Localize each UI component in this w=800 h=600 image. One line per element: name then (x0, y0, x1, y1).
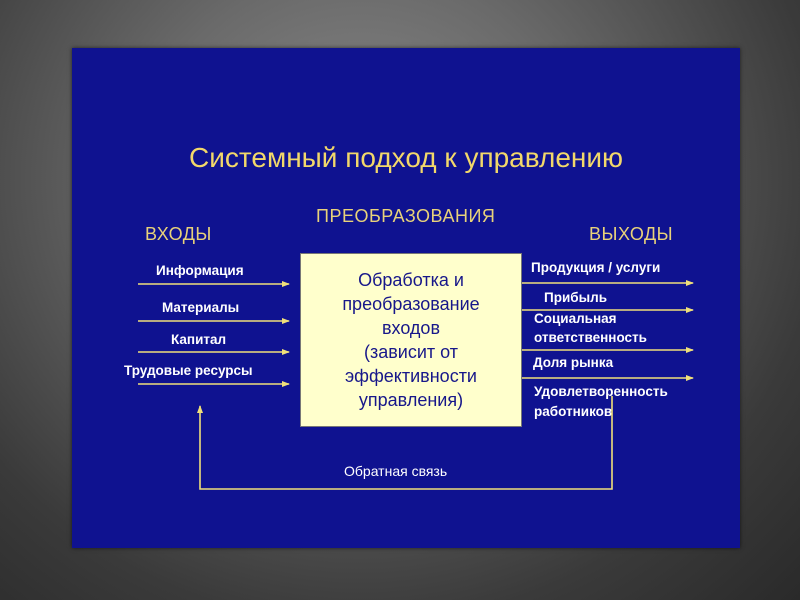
feedback-loop-line (200, 396, 612, 489)
output-label-satisfaction-1: Удовлетворенность (534, 384, 668, 399)
output-label-social-1: Социальная (534, 311, 617, 326)
arrows-layer (72, 48, 740, 548)
input-label-materials: Материалы (162, 300, 240, 315)
process-box-text: Обработка и преобразование входов (зависит от эффективности управления) (342, 270, 480, 410)
inputs-header: ВХОДЫ (145, 224, 212, 244)
outputs-header: ВЫХОДЫ (589, 224, 674, 244)
input-label-information: Информация (156, 263, 244, 278)
input-label-labor: Трудовые ресурсы (124, 363, 253, 378)
slide-title: Системный подход к управлению (189, 142, 623, 173)
slide (72, 48, 740, 548)
output-label-profit: Прибыль (544, 290, 607, 305)
input-label-capital: Капитал (171, 332, 227, 347)
output-label-social-2: ответственность (534, 330, 647, 345)
output-label-satisfaction-2: работников (534, 404, 613, 419)
feedback-label: Обратная связь (344, 463, 448, 479)
output-label-market-share: Доля рынка (533, 355, 614, 370)
output-label-products: Продукция / услуги (531, 260, 661, 275)
transform-header: ПРЕОБРАЗОВАНИЯ (316, 206, 496, 226)
